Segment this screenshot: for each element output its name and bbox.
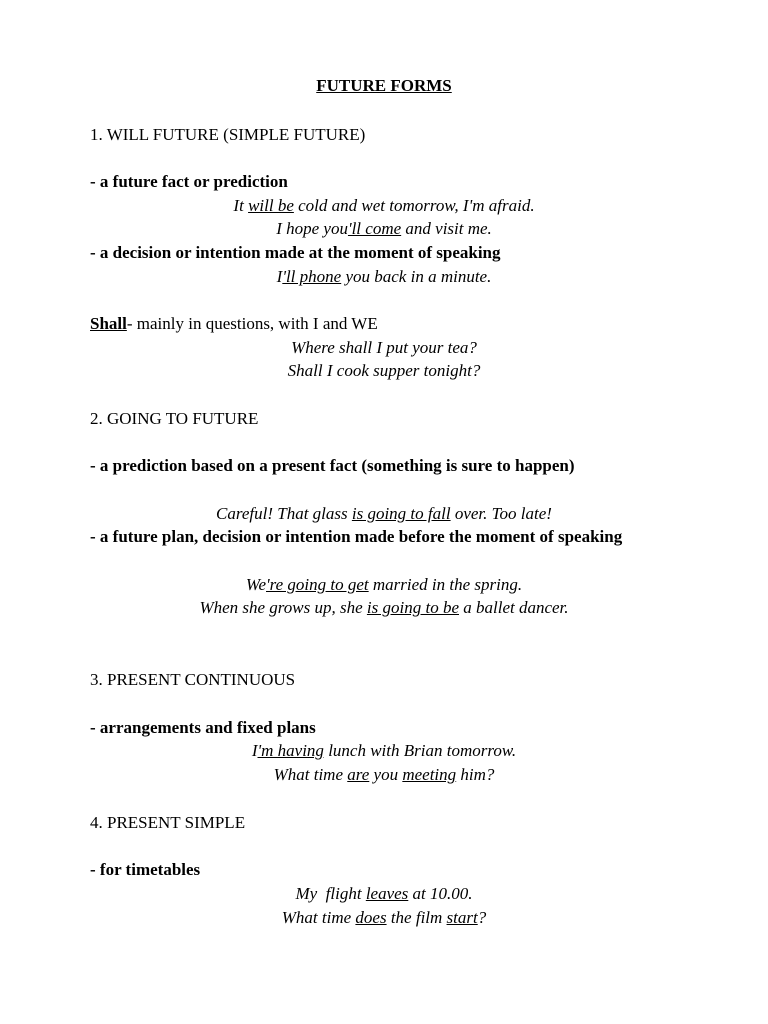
rule-decision-moment: - a decision or intention made at the moment of speaking	[90, 243, 501, 262]
section-heading-going-to: 2. GOING TO FUTURE	[90, 409, 259, 428]
example-sentence: My flight leaves at 10.00.	[295, 884, 473, 903]
rule-prediction-present-fact: - a prediction based on a present fact (something is sure to happen)	[90, 456, 575, 475]
example-sentence: Where shall I put your tea?	[291, 338, 477, 357]
rule-timetables: - for timetables	[90, 860, 201, 879]
example-sentence: What time does the film start?	[281, 908, 487, 927]
rule-future-fact: - a future fact or prediction	[90, 172, 288, 191]
section-heading-present-simple: 4. PRESENT SIMPLE	[90, 813, 246, 832]
example-sentence: When she grows up, she is going to be a ballet dancer.	[199, 598, 569, 617]
example-sentence: It will be cold and wet tomorrow, I'm afraid.	[233, 196, 535, 215]
example-sentence: Careful! That glass is going to fall over. Too late!	[216, 504, 552, 523]
example-sentence: Shall I cook supper tonight?	[287, 361, 481, 380]
example-sentence: We're going to get married in the spring.	[245, 575, 523, 594]
section-heading-will-future: 1. WILL FUTURE (SIMPLE FUTURE)	[90, 125, 366, 144]
shall-keyword: Shall	[90, 314, 127, 333]
shall-note: Shall- mainly in questions, with I and WE	[90, 314, 378, 333]
section-heading-present-continuous: 3. PRESENT CONTINUOUS	[90, 670, 296, 689]
example-sentence: I'll phone you back in a minute.	[276, 267, 492, 286]
page-title: FUTURE FORMS	[316, 76, 452, 95]
example-sentence: What time are you meeting him?	[273, 765, 495, 784]
example-sentence: I hope you'll come and visit me.	[276, 219, 492, 238]
rule-future-plan: - a future plan, decision or intention made before the moment of speaking	[90, 527, 623, 546]
rule-arrangements: - arrangements and fixed plans	[90, 718, 316, 737]
example-sentence: I'm having lunch with Brian tomorrow.	[251, 741, 517, 760]
